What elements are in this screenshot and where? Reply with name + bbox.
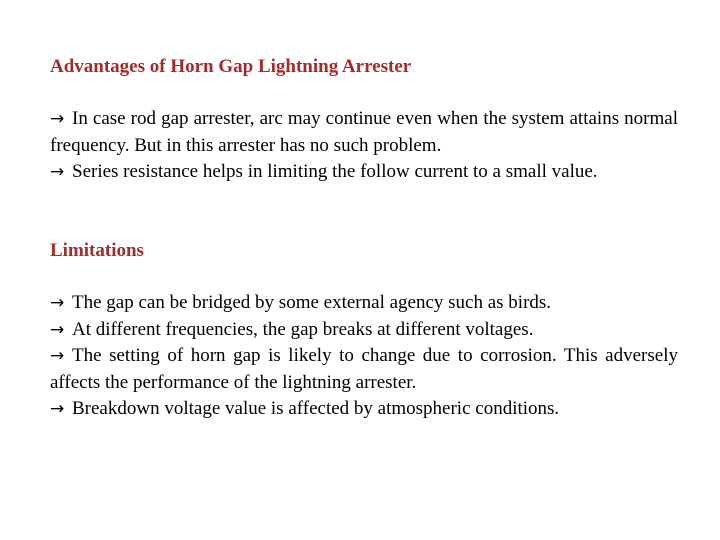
advantage-point-2 bbox=[50, 159, 678, 186]
limitation-point-1-text: The gap can be bridged by some external agency such as birds. bbox=[72, 292, 552, 313]
right-arrow-icon: → bbox=[50, 162, 65, 182]
limitation-point-3-text: The setting of horn gap is likely to change due to corrosion. This adversely affects the performance of the lightning arrester. bbox=[50, 345, 678, 393]
limitation-point-4 bbox=[50, 396, 678, 423]
right-arrow-icon: → bbox=[50, 109, 65, 129]
limitation-point-2 bbox=[50, 317, 678, 344]
advantage-point-2-text: Series resistance helps in limiting the follow current to a small value. bbox=[72, 161, 598, 182]
right-arrow-icon: → bbox=[50, 346, 65, 366]
advantages-heading: Advantages of Horn Gap Lightning Arrester bbox=[50, 56, 412, 77]
advantages-list bbox=[50, 106, 678, 186]
right-arrow-icon: → bbox=[50, 399, 65, 419]
right-arrow-icon: → bbox=[50, 293, 65, 313]
limitation-point-4-text: Breakdown voltage value is affected by atmospheric conditions. bbox=[72, 398, 560, 419]
right-arrow-icon: → bbox=[50, 319, 65, 340]
advantage-point-1-text: In case rod gap arrester, arc may continue even when the system attains normal frequency. But in this arrester has no such problem. bbox=[50, 108, 678, 156]
limitations-list bbox=[50, 290, 678, 423]
limitation-point-2-text: At different frequencies, the gap breaks at different voltages. bbox=[72, 318, 534, 340]
advantage-point-1 bbox=[50, 106, 678, 159]
limitation-point-3 bbox=[50, 343, 678, 396]
limitation-point-1 bbox=[50, 290, 678, 317]
limitations-heading: Limitations bbox=[50, 240, 144, 261]
